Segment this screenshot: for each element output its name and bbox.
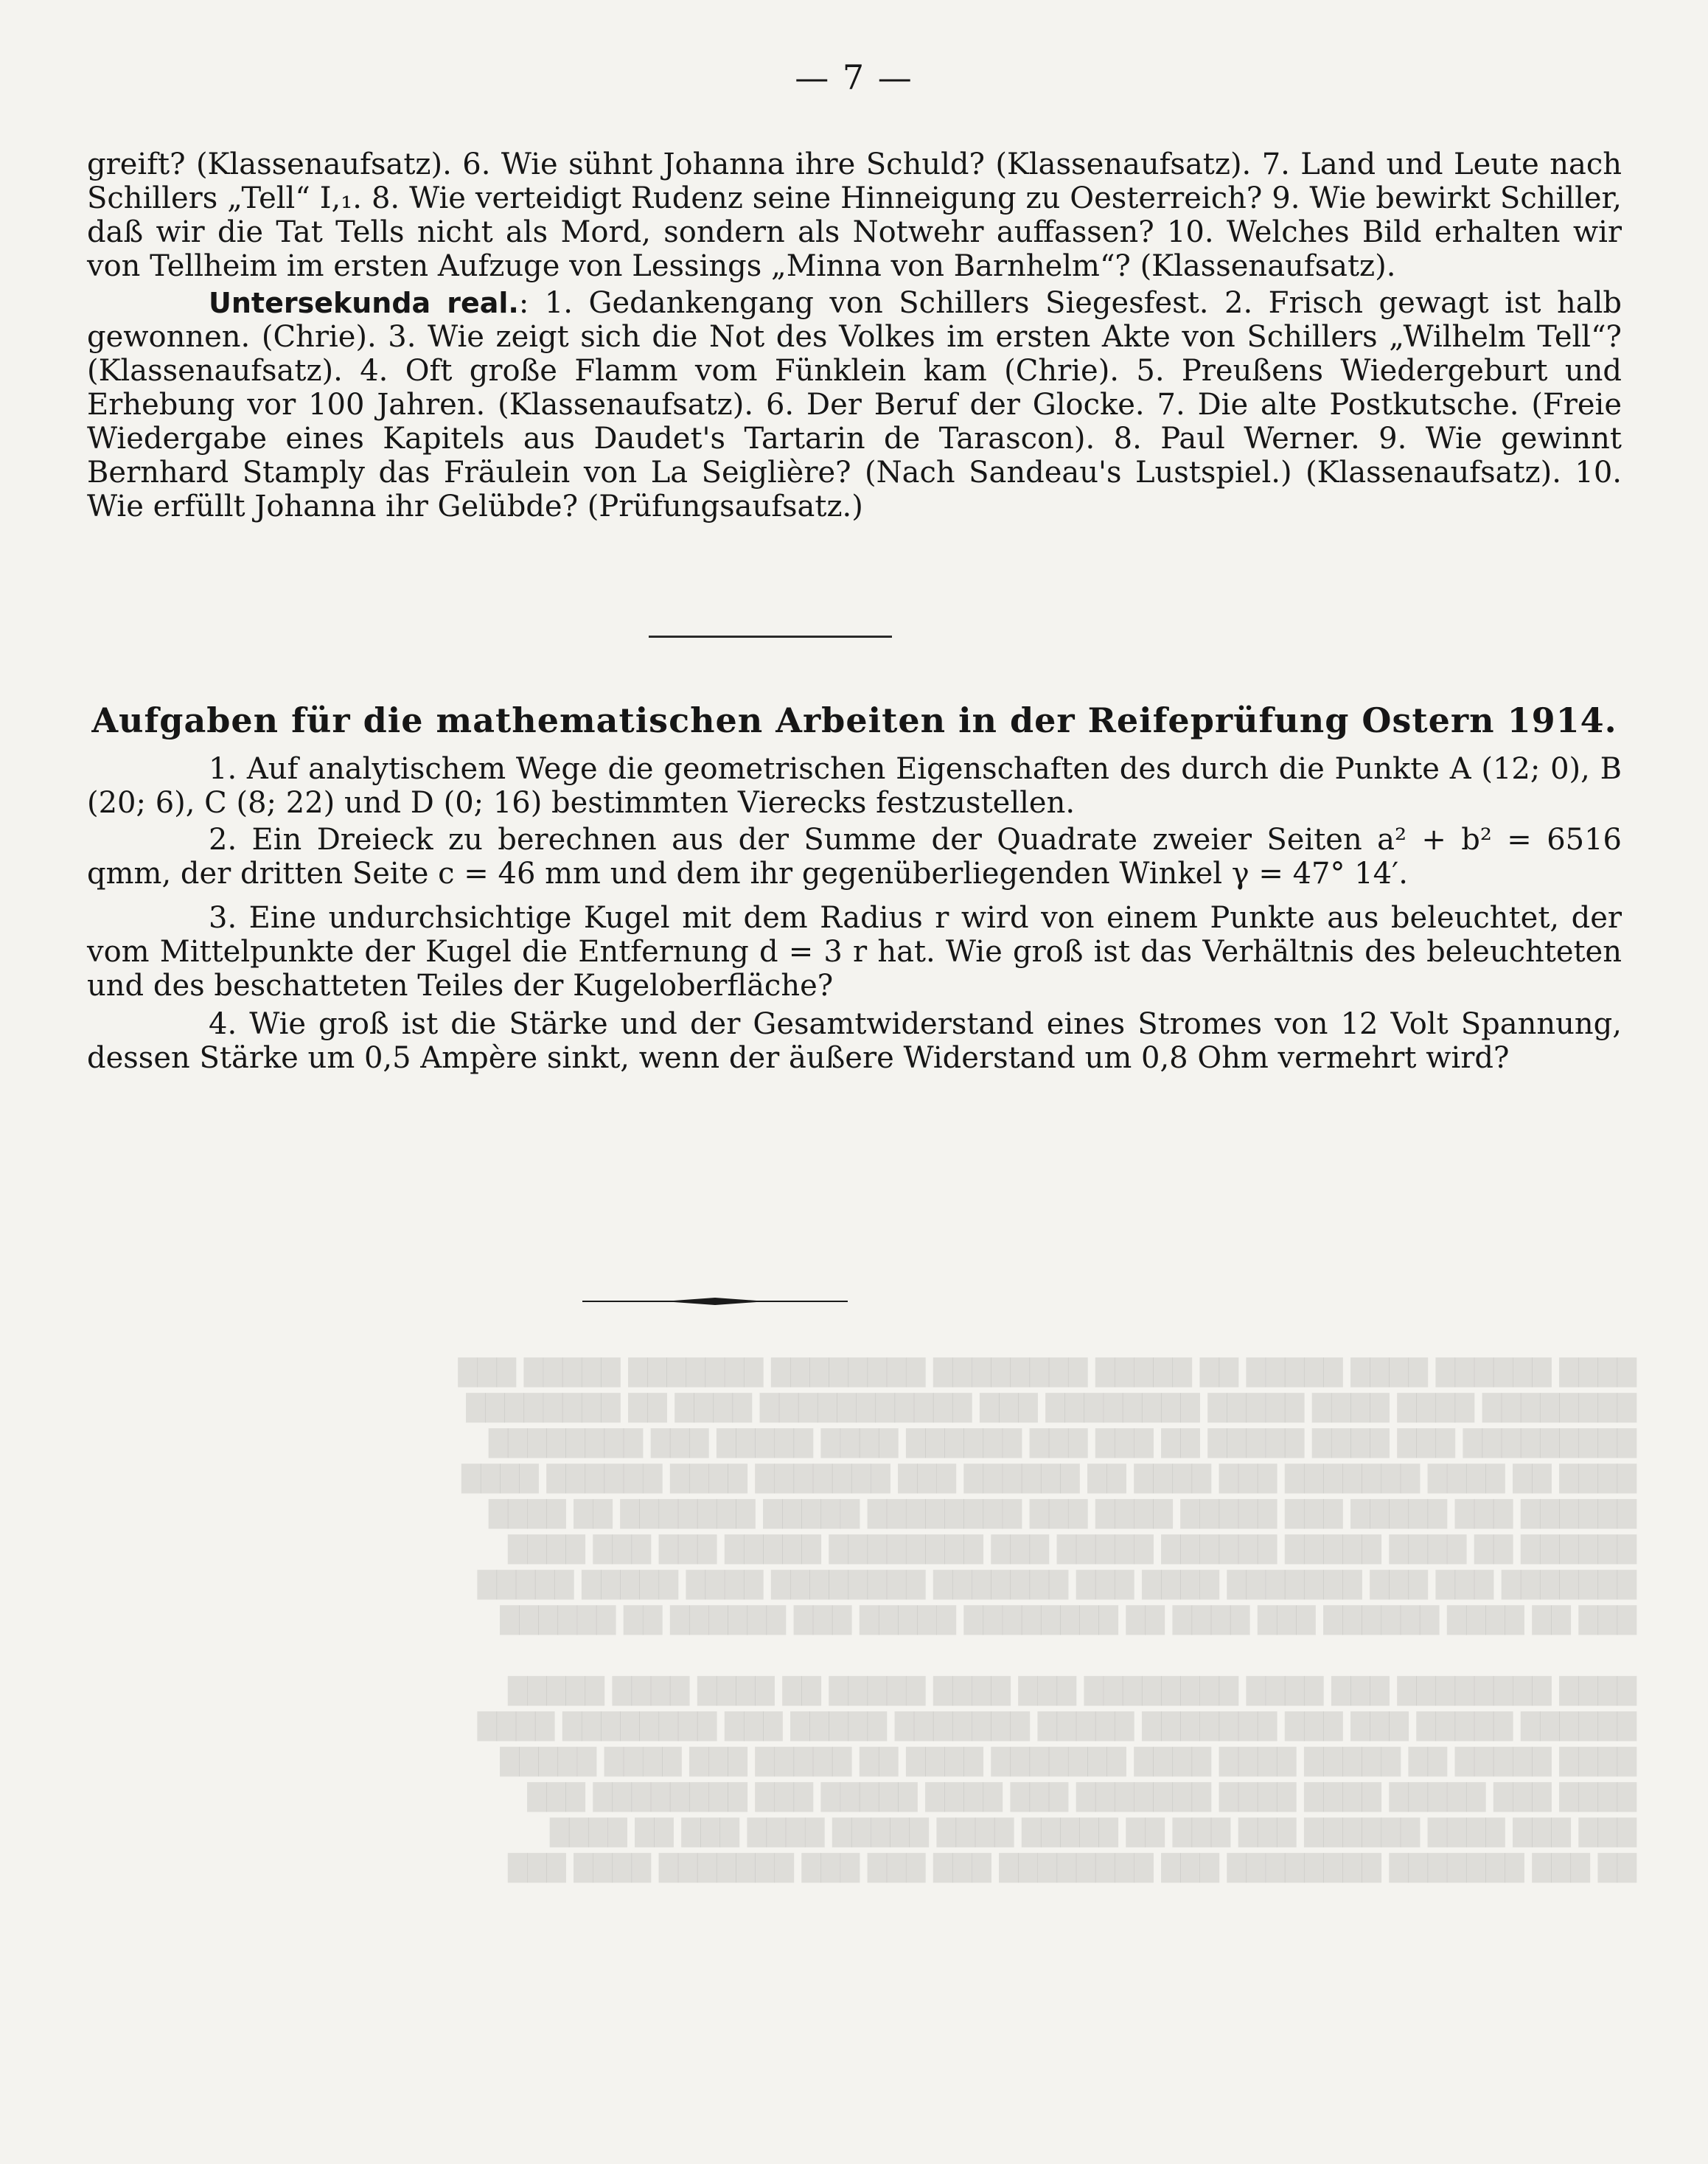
untersekunda-text: : 1. Gedankengang von Schillers Siegesfest. 2. Frisch gewagt ist halb gewonnen. (Chrie). 3. Wie zeigt sich die Not des Volkes im ersten Akte von Schillers „Wilhelm Tell“? (Klassenaufsatz). 4. Oft große Flamm vom Fünklein kam (Chrie). 5. Preußens Wiedergeburt und Erhebung vor 100 Jahren. (Klassenaufsatz). 6. Der Beruf der Glocke. 7. Die alte Postkutsche. (Freie Wiedergabe eines Kapitels aus Daudet's Tartarin de Tarascon). 8. Paul Werner. 9. Wie gewinnt Bernhard Stamply das Fräulein von La Seiglière? (Nach Sandeau's Lustspiel.) (Klassenaufsatz). 10. Wie erfüllt Johanna ihr Gelübde? (Prüfungsaufsatz.) — [87, 286, 1622, 523]
math-tasks-block — [87, 752, 1622, 1075]
section-title: Aufgaben für die mathematischen Arbeiten in der Reifeprüfung Ostern 1914. — [91, 700, 1617, 740]
ornamental-divider — [582, 1296, 848, 1307]
essay-topics-block — [87, 147, 1622, 523]
bleed-through-texture: ████ ██████ ████ █████ ██ █████ ████████ ████████ ███████ █████ ███ ████████ ████ ████ █████ ████████ ███ ███████████ ████ ██ ████████ █████████ ███ ████ █████ ██ ███ ███ ██████ ████ █████ ███ ████████ ████ ██ ████ ███████ ███ ████ ██ ██████ ███ ███████ ████ ██████ ████ ██████ ███ █████ ███ █████ ████ ███ ████████ █████ ███████ ██ ████ ██████ ██ ████ █████ ██████ █████ ███ ████████ █████ ███ ███ ████ ███████ ███ ███ ███████ ████ ███ ███████ ████████ ████ █████ █████ ███ ██ ████ ██████ ███ ████ ██ ████████ █████ ███ ██████ ██ ██████ ████ ████████ ███ ████ ████████ ███ ████ █████ ██ ████ ████ █████ ██████ █████ ███ ███ ███████ █████ ███████ █████ ███ ████████ ████ ████ █████ ██ █████ ████ ████ ███████ ████ ██ █████ ███ ████ █████ ████ ███ █████ ████ ████ ███████ ███ ████ █████ ███ ████████ ███ ███ ███ ████ ██████ ███ ███ ██ █████ ████ █████ ████ ███ ██ ████ ██ ███ ███████ ████████ ███ ████████ ███ ███ ███ ███████ ████ ███ — [458, 1358, 1636, 1883]
task-2: 2. Ein Dreieck zu berechnen aus der Summe der Quadrate zweier Seiten a² + b² = 6516 qmm, der dritten Seite c = 46 mm und dem ihr gegenüberliegenden Winkel γ = 47° 14′. — [87, 823, 1622, 891]
paragraph-obersekunda-continuation: greift? (Klassenaufsatz). 6. Wie sühnt Johanna ihre Schuld? (Klassenaufsatz). 7. Land und Leute nach Schillers „Tell“ I,₁. 8. Wie verteidigt Rudenz seine Hinneigung zu Oesterreich? 9. Wie bewirkt Schiller, daß wir die Tat Tells nicht als Mord, sondern als Notwehr auffassen? 10. Welches Bild erhalten wir von Tellheim im ersten Aufzuge von Lessings „Minna von Barnhelm“? (Klassenaufsatz). — [87, 147, 1622, 283]
task-4: 4. Wie groß ist die Stärke und der Gesamtwiderstand eines Stromes von 12 Volt Spannung, dessen Stärke um 0,5 Ampère sinkt, wenn der äußere Widerstand um 0,8 Ohm vermehrt wird? — [87, 1007, 1622, 1075]
page-number: — 7 — — [795, 58, 913, 97]
untersekunda-label: Untersekunda real. — [209, 287, 519, 319]
paragraph-untersekunda — [87, 286, 1622, 523]
task-1: 1. Auf analytischem Wege die geometrischen Eigenschaften des durch die Punkte A (12; 0), B (20; 6), C (8; 22) und D (0; 16) bestimmten Vierecks festzustellen. — [87, 752, 1622, 820]
task-3: 3. Eine undurchsichtige Kugel mit dem Radius r wird von einem Punkte aus beleuchtet, der vom Mittelpunkte der Kugel die Entfernung d = 3 r hat. Wie groß ist das Verhältnis des beleuchteten und des beschatteten Teiles der Kugeloberfläche? — [87, 901, 1622, 1003]
separator-rule — [649, 636, 892, 638]
